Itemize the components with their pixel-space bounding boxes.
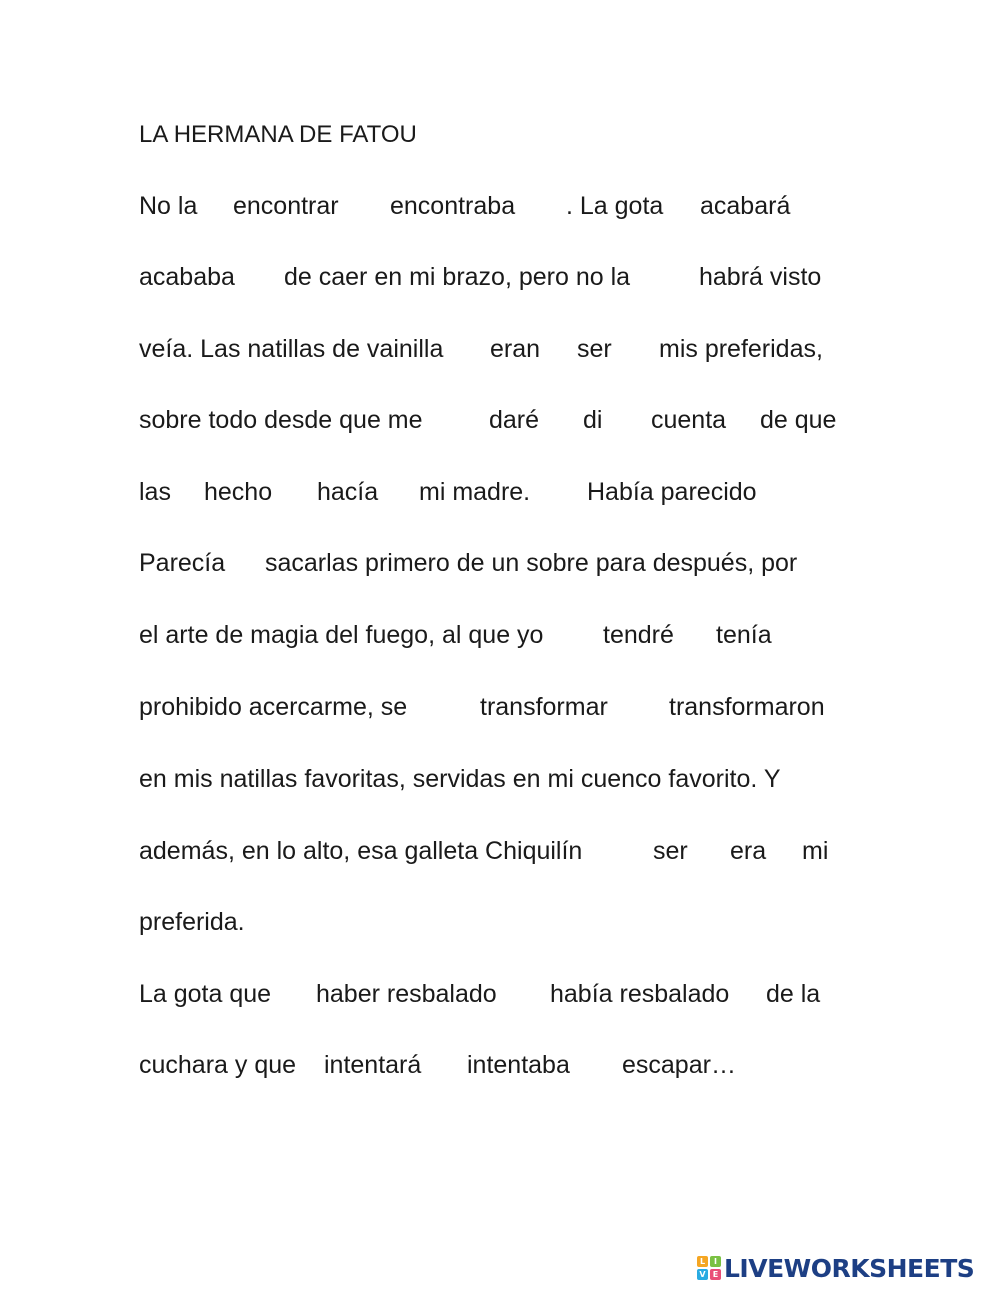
text-segment: mi [802,837,829,865]
text-segment: en mis natillas favoritas, servidas en mi cuenco favorito. Y [139,765,781,793]
choice-option[interactable]: tendré [603,621,674,649]
text-segment: escapar… [622,1051,736,1079]
liveworksheets-logo [697,1253,997,1283]
brand-name: LIVEWORKSHEETS [724,1253,975,1283]
choice-option[interactable]: ser [577,335,612,363]
text-line [0,834,1000,868]
text-segment: las [139,478,171,506]
choice-option[interactable]: ser [653,837,688,865]
text-line [0,475,1000,509]
text-line [0,403,1000,437]
text-segment: además, en lo alto, esa galleta Chiquilín [139,837,583,865]
choice-option[interactable]: encontraba [390,192,516,220]
choice-option[interactable]: era [730,837,767,865]
choice-option[interactable]: daré [489,406,540,434]
text-segment: veía. Las natillas de vainilla [139,335,444,363]
choice-option[interactable]: intentará [324,1051,422,1079]
text-line [0,546,1000,580]
logo-tile: E [710,1269,721,1280]
text-segment: No la [139,192,198,220]
choice-option[interactable]: encontrar [233,192,339,220]
text-line [0,260,1000,294]
worksheet-title: LA HERMANA DE FATOU [139,121,417,148]
text-segment: sacarlas primero de un sobre para después, por [265,549,798,577]
choice-option[interactable]: tenía [716,621,772,649]
choice-option[interactable]: Había parecido [587,478,757,506]
text-segment: de que [760,406,837,434]
liveworksheets-cube-icon [697,1256,721,1280]
text-segment: cuenta [651,406,727,434]
choice-option[interactable]: haber resbalado [316,980,497,1008]
text-segment: mis preferidas, [659,335,823,363]
text-line [0,618,1000,652]
text-line [0,762,1000,796]
text-segment: . La gota [566,192,664,220]
text-line [0,905,1000,939]
logo-tile: L [697,1256,708,1267]
text-segment: de caer en mi brazo, pero no la [284,263,631,291]
text-segment: el arte de magia del fuego, al que yo [139,621,544,649]
text-segment: prohibido acercarme, se [139,693,408,721]
choice-option[interactable]: Parecía [139,549,226,577]
text-segment: de la [766,980,821,1008]
choice-option[interactable]: había resbalado [550,980,730,1008]
text-line [0,189,1000,223]
text-line [0,690,1000,724]
text-segment: cuchara y que [139,1051,297,1079]
text-segment: mi madre. [419,478,531,506]
choice-option[interactable]: eran [490,335,541,363]
logo-tile: V [697,1269,708,1280]
text-segment: preferida. [139,908,245,936]
text-line [0,332,1000,366]
choice-option[interactable]: transformaron [669,693,825,721]
choice-option[interactable]: hacía [317,478,379,506]
text-segment: La gota que [139,980,272,1008]
text-line [0,977,1000,1011]
choice-option[interactable]: habrá visto [699,263,822,291]
choice-option[interactable]: hecho [204,478,273,506]
choice-option[interactable]: acabará [700,192,791,220]
text-segment: sobre todo desde que me [139,406,423,434]
choice-option[interactable]: intentaba [467,1051,570,1079]
logo-tile: I [710,1256,721,1267]
choice-option[interactable]: transformar [480,693,608,721]
choice-option[interactable]: di [583,406,603,434]
choice-option[interactable]: acababa [139,263,235,291]
text-line [0,1048,1000,1082]
